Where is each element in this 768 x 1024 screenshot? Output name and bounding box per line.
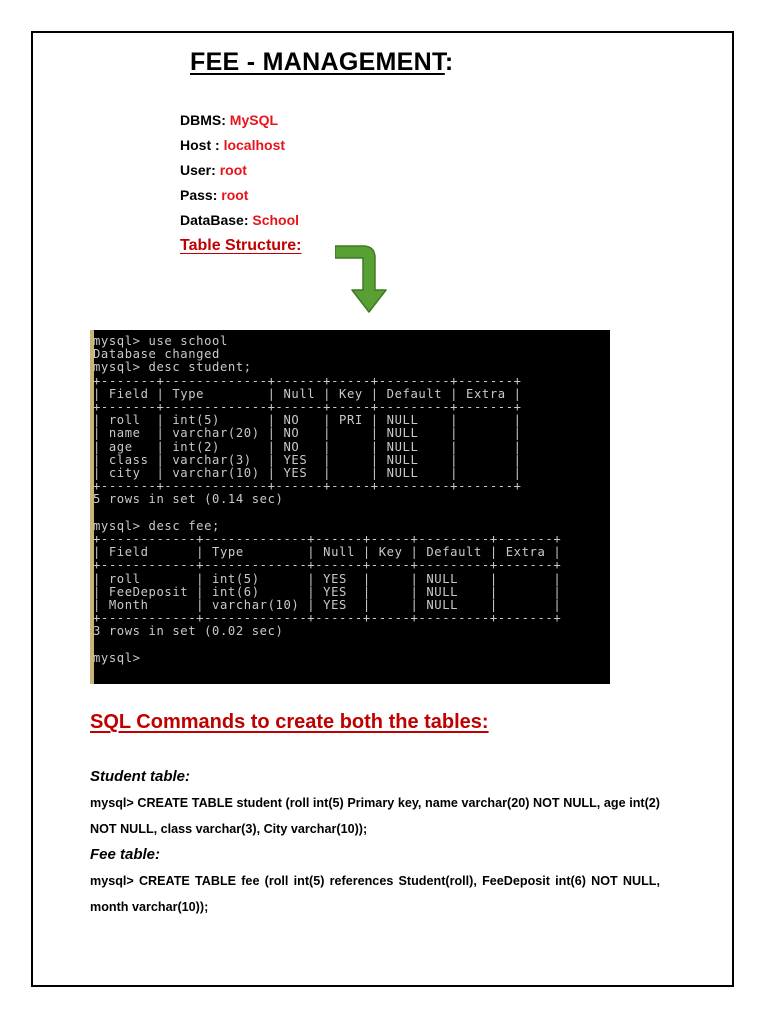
info-dbms-label: DBMS: — [180, 112, 230, 128]
info-database-value: School — [252, 212, 300, 228]
console-line: +------------+-------------+------+-----+---------+-------+ — [93, 558, 562, 573]
student-create-command: mysql> CREATE TABLE student (roll int(5) Primary key, name varchar(20) NOT NULL, age int(2) NOT NULL, class varchar(3), City varchar(10)); — [90, 796, 660, 836]
page-title — [190, 48, 453, 77]
console-line: Database changed — [93, 347, 220, 362]
info-pass — [180, 185, 299, 210]
page-title-suffix: : — [444, 48, 454, 76]
info-user — [180, 160, 299, 185]
console-line: +-------+-------------+------+-----+---------+-------+ — [93, 479, 522, 494]
console-line: mysql> desc fee; — [93, 518, 220, 533]
console-line: mysql> desc student; — [93, 360, 252, 375]
console-line: +-------+-------------+------+-----+---------+-------+ — [93, 400, 522, 415]
student-table-label: Student table: — [90, 768, 190, 785]
console-line: | name | varchar(20) | NO | | NULL | | — [93, 426, 522, 441]
console-line: | age | int(2) | NO | | NULL | | — [93, 439, 522, 454]
console-line: | roll | int(5) | YES | | NULL | | — [93, 571, 562, 586]
info-host-value: localhost — [223, 137, 286, 153]
console-line: mysql> use school — [93, 334, 228, 348]
fee-table-label: Fee table: — [90, 846, 161, 863]
info-host — [180, 135, 299, 160]
console-line: +------------+-------------+------+-----+---------+-------+ — [93, 611, 562, 626]
info-dbms — [180, 110, 299, 135]
console-line: | roll | int(5) | NO | PRI | NULL | | — [93, 413, 522, 428]
console-line: mysql> — [93, 650, 141, 665]
console-line: | FeeDeposit | int(6) | YES | | NULL | | — [93, 584, 562, 599]
console-line: 3 rows in set (0.02 sec) — [93, 624, 284, 639]
info-database-label: DataBase: — [180, 212, 253, 228]
console-line: 5 rows in set (0.14 sec) — [93, 492, 284, 507]
console-line: +------------+-------------+------+-----+---------+-------+ — [93, 532, 562, 547]
console-line: | class | varchar(3) | YES | | NULL | | — [93, 452, 522, 467]
connection-info-list — [180, 110, 299, 235]
console-line: | Field | Type | Null | Key | Default | Extra | — [93, 545, 562, 560]
console-line: | city | varchar(10) | YES | | NULL | | — [93, 466, 522, 481]
table-structure-heading: Table Structure: — [180, 237, 302, 254]
console-output — [93, 335, 561, 665]
mysql-console-screenshot — [90, 330, 610, 684]
info-dbms-value: MySQL — [229, 112, 279, 128]
console-line: +-------+-------------+------+-----+---------+-------+ — [93, 373, 522, 388]
fee-create-command: mysql> CREATE TABLE fee (roll int(5) references Student(roll), FeeDeposit int(6) NOT NULL, month varchar(10)); — [90, 874, 660, 914]
info-user-value: root — [219, 162, 247, 178]
page-title-text: FEE - MANAGEMENT — [190, 48, 445, 76]
green-down-arrow-icon — [335, 242, 395, 314]
console-line: | Field | Type | Null | Key | Default | Extra | — [93, 386, 522, 401]
info-host-label: Host : — [180, 137, 224, 153]
info-database — [180, 210, 299, 235]
info-pass-value: root — [221, 187, 249, 203]
info-pass-label: Pass: — [180, 187, 222, 203]
info-user-label: User: — [180, 162, 220, 178]
sql-commands-heading: SQL Commands to create both the tables: — [90, 711, 489, 733]
console-line: | Month | varchar(10) | YES | | NULL | | — [93, 598, 562, 613]
